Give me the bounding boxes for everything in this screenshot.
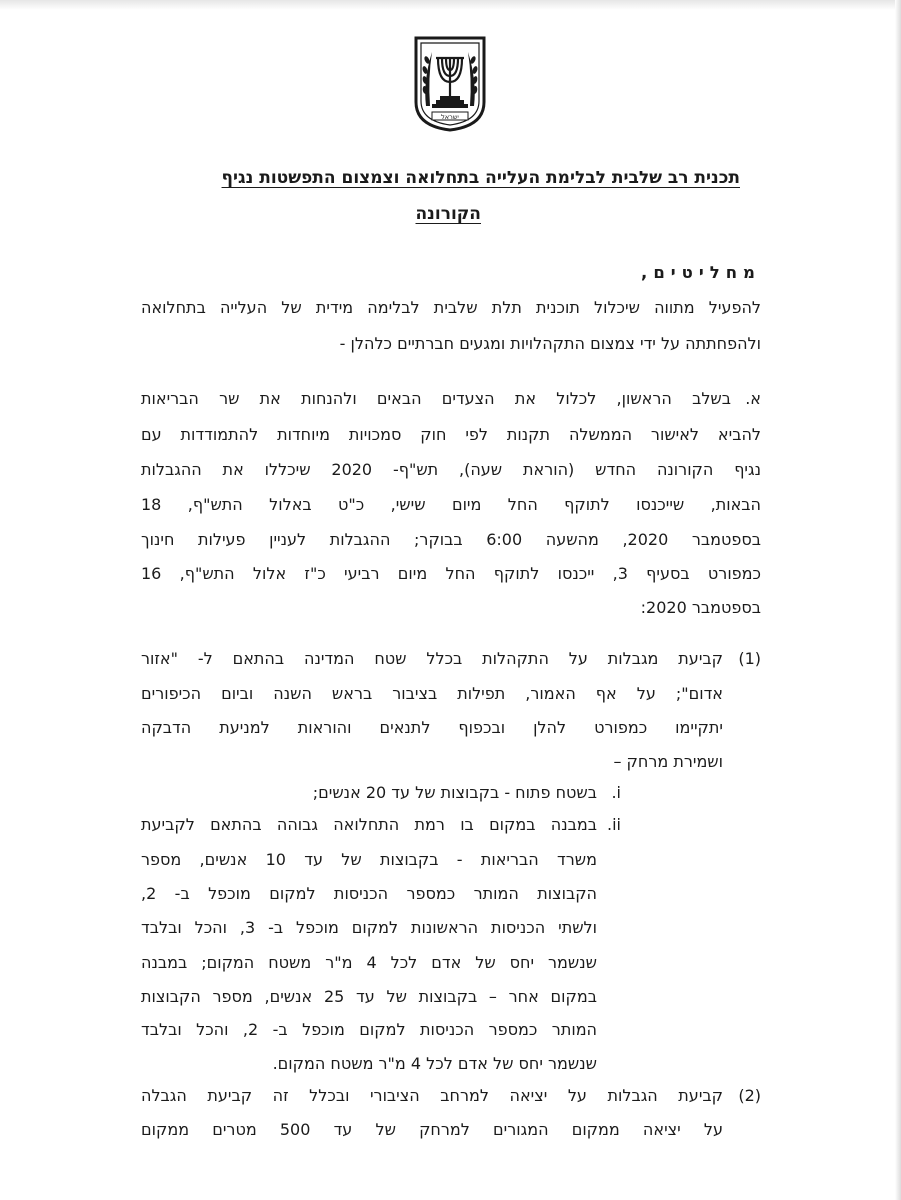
state-emblem-icon <box>412 36 488 132</box>
scan-right-shadow <box>895 0 901 1200</box>
sub-ii-line: הקבוצות המותר כמספר הכניסות למקום מוכפל ב- 2, <box>141 884 597 903</box>
item-1-marker: (1) <box>738 649 761 668</box>
section-a-line: בספטמבר 2020, מהשעה 6:00 בבוקר; ההגבלות לעניין פעילות חינוך <box>141 530 761 549</box>
sub-ii-line: משרד הבריאות - בקבוצות של עד 10 אנשים, מספר <box>141 850 597 869</box>
document-title-line-2: הקורונה <box>415 204 481 224</box>
document-title-line-1: תכנית רב שלבית לבלימת העלייה בתחלואה וצמצום התפשטות נגיף <box>221 168 740 188</box>
intro-line-1: להפעיל מתווה שיכלול תוכנית תלת שלבית לבלימה מידית של העלייה בתחלואה <box>141 298 761 317</box>
sub-ii-line: שנשמר יחס של אדם לכל 4 מ"ר משטח המקום; במבנה <box>141 953 597 972</box>
item-2-marker: (2) <box>738 1086 761 1105</box>
sub-ii-line: במבנה במקום בו רמת התחלואה גבוהה בהתאם לקביעת <box>141 815 597 834</box>
item-2-line: על יציאה ממקום המגורים למרחק של עד 500 מטרים ממקום <box>141 1120 723 1139</box>
sub-ii-line: במקום אחר – בקבוצות של עד 25 אנשים, מספר הקבוצות <box>141 987 597 1006</box>
section-a-line: כמפורט בסעיף 3, ייכנסו לתוקף החל מיום רביעי כ"ז אלול התש"ף, 16 <box>141 564 762 583</box>
sub-ii-marker: ii. <box>607 815 621 834</box>
section-a-line: נגיף הקורונה החדש (הוראת שעה), תש"ף- 2020 שיכללו את ההגבלות <box>141 460 762 479</box>
section-a-line: בספטמבר 2020: <box>640 598 761 617</box>
item-1-line: ושמירת מרחק – <box>613 752 723 771</box>
svg-text:ישראל: ישראל <box>441 113 459 121</box>
item-2-line: קביעת הגבלות על יציאה למרחב הציבורי ובכלל זה קביעת הגבלה <box>141 1086 723 1105</box>
scan-top-shadow <box>0 0 901 10</box>
sub-ii-line: המותר כמספר הכניסות למקום מוכפל ב- 2, והכל ובלבד <box>141 1020 598 1039</box>
section-a-line: בשלב הראשון, לכלול את הצעדים הבאים ולהנחות את שר הבריאות <box>141 389 731 408</box>
sub-ii-line: ולשתי הכניסות הראשונות למקום מוכפל ב- 3, והכל ובלבד <box>141 918 598 937</box>
item-1-line: יתקיימו כמפורט להלן ובכפוף לתנאים והוראות למניעת הדבקה <box>141 718 723 737</box>
item-1-line: אדום"; על אף האמור, תפילות בציבור בראש השנה וביום הכיפורים <box>141 684 723 703</box>
sub-i-marker: i. <box>611 783 621 802</box>
sub-ii-line: שנשמר יחס של אדם לכל 4 מ"ר משטח המקום. <box>272 1054 597 1073</box>
section-a-line: להביא לאישור הממשלה תקנות לפי חוק סמכויות מיוחדות להתמודדות עם <box>141 425 761 444</box>
sub-i-text: בשטח פתוח - בקבוצות של עד 20 אנשים; <box>312 783 597 802</box>
section-a-line: הבאות, שייכנסו לתוקף החל מיום שישי, כ"ט באלול התש"ף, 18 <box>141 495 761 514</box>
section-a-marker: א. <box>745 389 761 408</box>
intro-line-2: ולהפחתתה על ידי צמצום התקהלויות ומגעים חברתיים כלהלן - <box>339 334 761 353</box>
resolve-heading: מחליטים, <box>641 263 761 282</box>
item-1-line: קביעת מגבלות על התקהלות בכלל שטח המדינה בהתאם ל- "אזור <box>141 649 723 668</box>
